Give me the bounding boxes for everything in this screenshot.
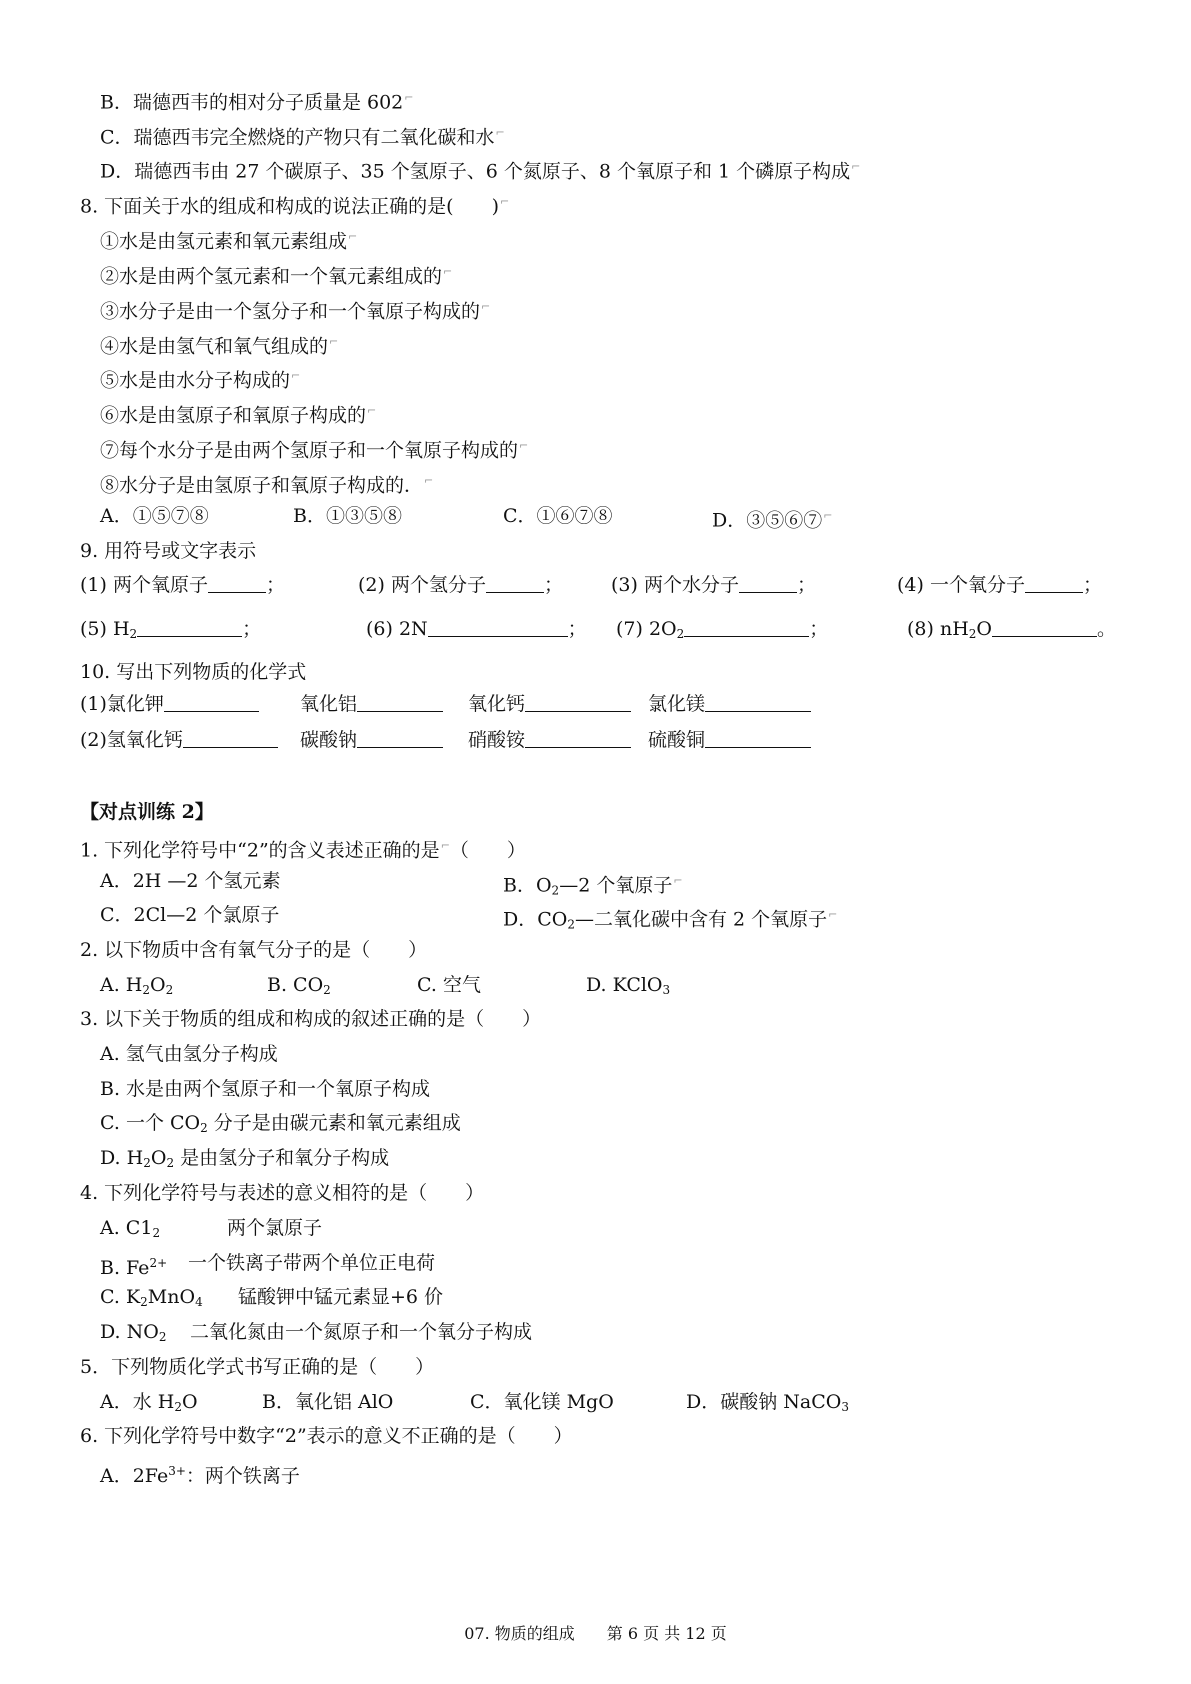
t4-b-symbol: B. $Fe^{2+}$: [100, 1256, 168, 1279]
t4-d-text: 二氧化氮由一个氮原子和一个氧分子构成: [190, 1321, 533, 1343]
q9-item-5: (5) $H_2$ ；: [80, 618, 262, 641]
q8-choice-a: A．①⑤⑦⑧: [100, 505, 209, 527]
q8-item-4: ④水是由氢气和氧气组成的⌐: [100, 335, 339, 358]
q9-item-1: (1) 两个氧原子 ；: [80, 574, 285, 596]
q9-item-8: (8) $nH_2O$ 。: [907, 618, 1116, 641]
t2-option-d: D. KClO$_3$: [586, 974, 671, 997]
q10-item: 氯化镁: [648, 692, 811, 716]
t2-option-a: A. $H_2O_2$: [100, 974, 174, 997]
t6-option-a: A．$2Fe^{3+}$：两个铁离子: [100, 1464, 300, 1487]
q7-option-d: D．瑞德西韦由 27 个碳原子、35 个氢原子、6 个氮原子、8 个氧原子和 1 个磷原子构成⌐: [100, 160, 861, 183]
answer-blank[interactable]: [137, 618, 242, 637]
q8-item-8: ⑧水分子是由氢原子和氧原子构成的．⌐: [100, 474, 434, 497]
t4-a-symbol: A. $C1_2$: [100, 1217, 161, 1240]
t4-stem: 4. 下列化学符号与表述的意义相符的是（ ）: [80, 1182, 485, 1204]
q10-item: (2)氢氧化钙: [80, 728, 278, 752]
answer-blank[interactable]: [208, 574, 266, 593]
t5-option-a: A．水 $H_2O$: [100, 1391, 198, 1414]
page-footer: 07. 物质的组成 第 6 页 共 12 页: [464, 1624, 727, 1643]
t1-option-d: D．$CO_2—$二氧化碳中含有 2 个氧原子⌐: [503, 908, 838, 932]
t1-stem: 1. 下列化学符号中“2”的含义表述正确的是⌐（ ）: [80, 839, 526, 862]
q8-choice-c: C．①⑥⑦⑧: [503, 505, 613, 527]
q9-item-7: (7) $2O_2$ ；: [616, 618, 829, 641]
q10-item: (1)氯化钾: [80, 692, 259, 716]
q9-item-3: (3) 两个水分子 ；: [611, 574, 816, 596]
q8-item-5: ⑤水是由水分子构成的⌐: [100, 369, 301, 392]
t1-option-a: A．2H —2 个氢元素: [100, 870, 281, 892]
q8-item-7: ⑦每个水分子是由两个氢原子和一个氧原子构成的⌐: [100, 439, 529, 462]
answer-blank[interactable]: [357, 693, 443, 712]
q8-item-6: ⑥水是由氢原子和氧原子构成的⌐: [100, 404, 377, 427]
q10-item: 碳酸钠: [300, 728, 443, 752]
t4-c-symbol: C. $K_2MnO_4$: [100, 1286, 203, 1309]
answer-blank[interactable]: [705, 729, 811, 748]
t6-stem: 6. 下列化学符号中数字“2”表示的意义不正确的是（ ）: [80, 1425, 573, 1447]
t5-option-c: C．氧化镁 MgO: [470, 1391, 614, 1413]
t5-stem: 5．下列物质化学式书写正确的是（ ）: [80, 1356, 435, 1378]
t2-option-b: B. $CO_2$: [267, 974, 331, 997]
t1-option-c: C．2Cl—2 个氯原子: [100, 904, 280, 926]
answer-blank[interactable]: [705, 693, 811, 712]
q10-stem: 10. 写出下列物质的化学式: [80, 661, 307, 683]
section-title: 【对点训练 2】: [80, 801, 214, 823]
t2-stem: 2. 以下物质中含有氧气分子的是（ ）: [80, 939, 428, 961]
q8-item-3: ③水分子是由一个氢分子和一个氧原子构成的⌐: [100, 300, 491, 323]
answer-blank[interactable]: [164, 693, 259, 712]
answer-blank[interactable]: [183, 729, 278, 748]
answer-blank[interactable]: [739, 574, 797, 593]
q8-item-2: ②水是由两个氢元素和一个氧元素组成的⌐: [100, 265, 453, 288]
answer-blank[interactable]: [428, 618, 568, 637]
answer-blank[interactable]: [486, 574, 544, 593]
t4-b-text: 一个铁离子带两个单位正电荷: [188, 1252, 436, 1274]
q10-item: 硝酸铵: [468, 728, 631, 752]
t3-option-c: C. 一个 $CO_2$ 分子是由碳元素和氧元素组成: [100, 1112, 461, 1135]
q9-stem: 9. 用符号或文字表示: [80, 540, 257, 562]
t3-option-a: A. 氢气由氢分子构成: [100, 1043, 278, 1065]
t5-option-d: D．碳酸钠 NaCO$_3$: [686, 1391, 849, 1414]
q9-item-4: (4) 一个氧分子 ；: [897, 574, 1102, 596]
answer-blank[interactable]: [525, 729, 631, 748]
answer-blank[interactable]: [357, 729, 443, 748]
q9-item-6: (6) 2N ；: [366, 618, 587, 640]
q8-item-1: ①水是由氢元素和氧元素组成⌐: [100, 230, 358, 253]
t3-stem: 3. 以下关于物质的组成和构成的叙述正确的是（ ）: [80, 1008, 542, 1030]
q8-choice-d: D．③⑤⑥⑦⌐: [712, 509, 833, 532]
answer-blank[interactable]: [992, 618, 1097, 637]
t2-option-c: C. 空气: [417, 974, 481, 996]
q8-choice-b: B．①③⑤⑧: [293, 505, 402, 527]
q9-item-2: (2) 两个氢分子 ；: [358, 574, 563, 596]
t4-a-text: 两个氯原子: [227, 1217, 323, 1239]
t1-option-b: B．$O_2—2$ 个氧原子⌐: [503, 874, 683, 898]
answer-blank[interactable]: [684, 618, 809, 637]
t5-option-b: B．氧化铝 AlO: [262, 1391, 394, 1413]
t3-option-d: D. $H_2O_2$ 是由氢分子和氧分子构成: [100, 1147, 390, 1170]
q7-option-c: C．瑞德西韦完全燃烧的产物只有二氧化碳和水⌐: [100, 126, 505, 149]
q8-stem: 8. 下面关于水的组成和构成的说法正确的是( )⌐: [80, 195, 510, 218]
t4-d-symbol: D. $NO_2$: [100, 1321, 167, 1344]
q10-item: 氧化钙: [468, 692, 631, 716]
answer-blank[interactable]: [525, 693, 631, 712]
t4-c-text: 锰酸钾中锰元素显+6 价: [238, 1286, 444, 1308]
t3-option-b: B. 水是由两个氢原子和一个氧原子构成: [100, 1078, 431, 1100]
q7-option-b: B．瑞德西韦的相对分子质量是 602⌐: [100, 91, 414, 114]
answer-blank[interactable]: [1025, 574, 1083, 593]
q10-item: 硫酸铜: [648, 728, 811, 752]
q10-item: 氧化铝: [300, 692, 443, 716]
